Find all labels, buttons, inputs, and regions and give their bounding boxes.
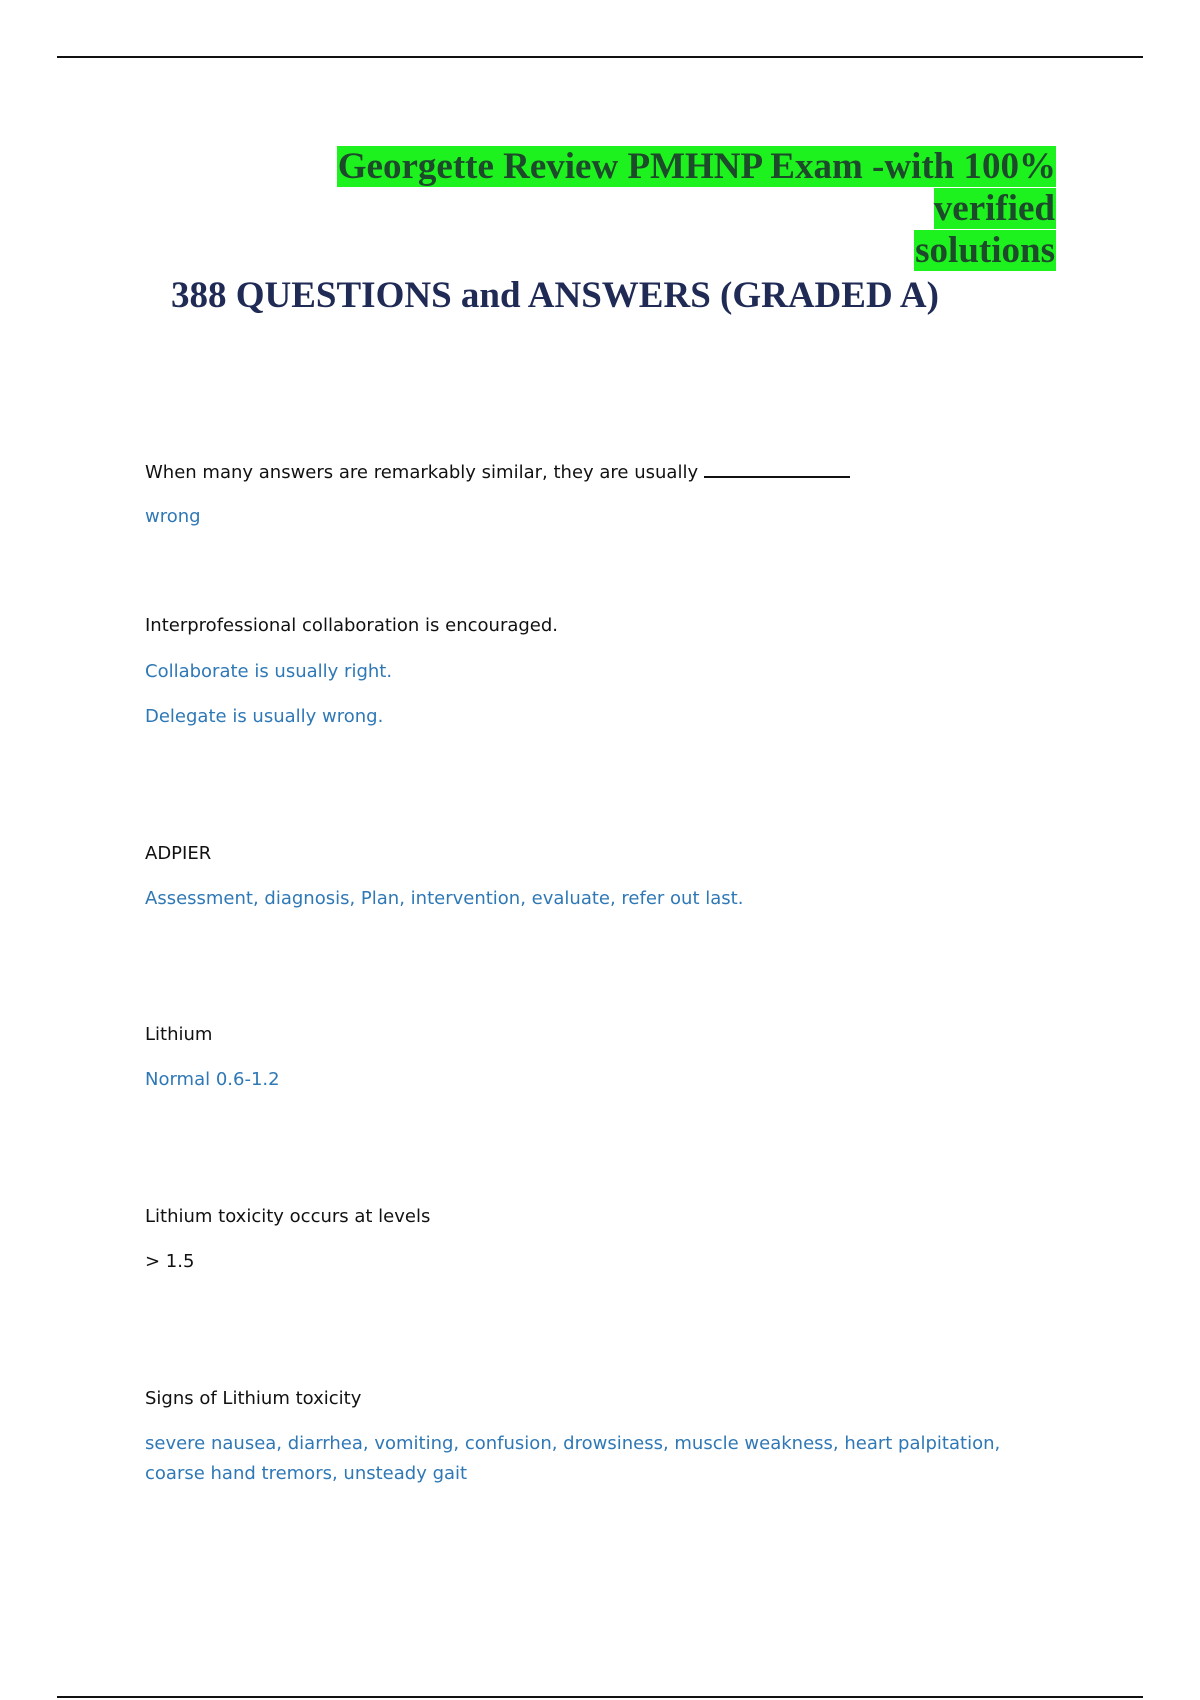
answer-2b: Delegate is usually wrong. <box>145 706 384 727</box>
answer-2a: Collaborate is usually right. <box>145 661 393 682</box>
answer-5: > 1.5 <box>145 1251 195 1272</box>
question-2: Interprofessional collaboration is encouraged. <box>145 615 559 636</box>
answer-6: severe nausea, diarrhea, vomiting, confusion, drowsiness, muscle weakness, heart palpitation, coarse hand tremors, unsteady gait <box>145 1433 1001 1484</box>
question-1 <box>145 458 850 488</box>
question-5: Lithium toxicity occurs at levels <box>145 1206 431 1227</box>
top-rule <box>57 56 1143 58</box>
document-subtitle: 388 QUESTIONS and ANSWERS (GRADED A) <box>171 275 939 316</box>
question-6: Signs of Lithium toxicity <box>145 1388 362 1409</box>
document-title <box>206 146 1056 272</box>
answer-3: Assessment, diagnosis, Plan, intervention, evaluate, refer out last. <box>145 888 744 909</box>
answer-4: Normal 0.6-1.2 <box>145 1069 280 1090</box>
question-3: ADPIER <box>145 843 212 864</box>
title-line-2: solutions <box>915 230 1055 271</box>
bottom-rule <box>57 1696 1143 1698</box>
fill-in-blank-line <box>704 458 850 478</box>
question-4: Lithium <box>145 1024 213 1045</box>
answer-1: wrong <box>145 506 201 527</box>
question-1-text: When many answers are remarkably similar, they are usually <box>145 462 699 483</box>
title-line-1: Georgette Review PMHNP Exam -with 100% verified <box>337 146 1056 229</box>
